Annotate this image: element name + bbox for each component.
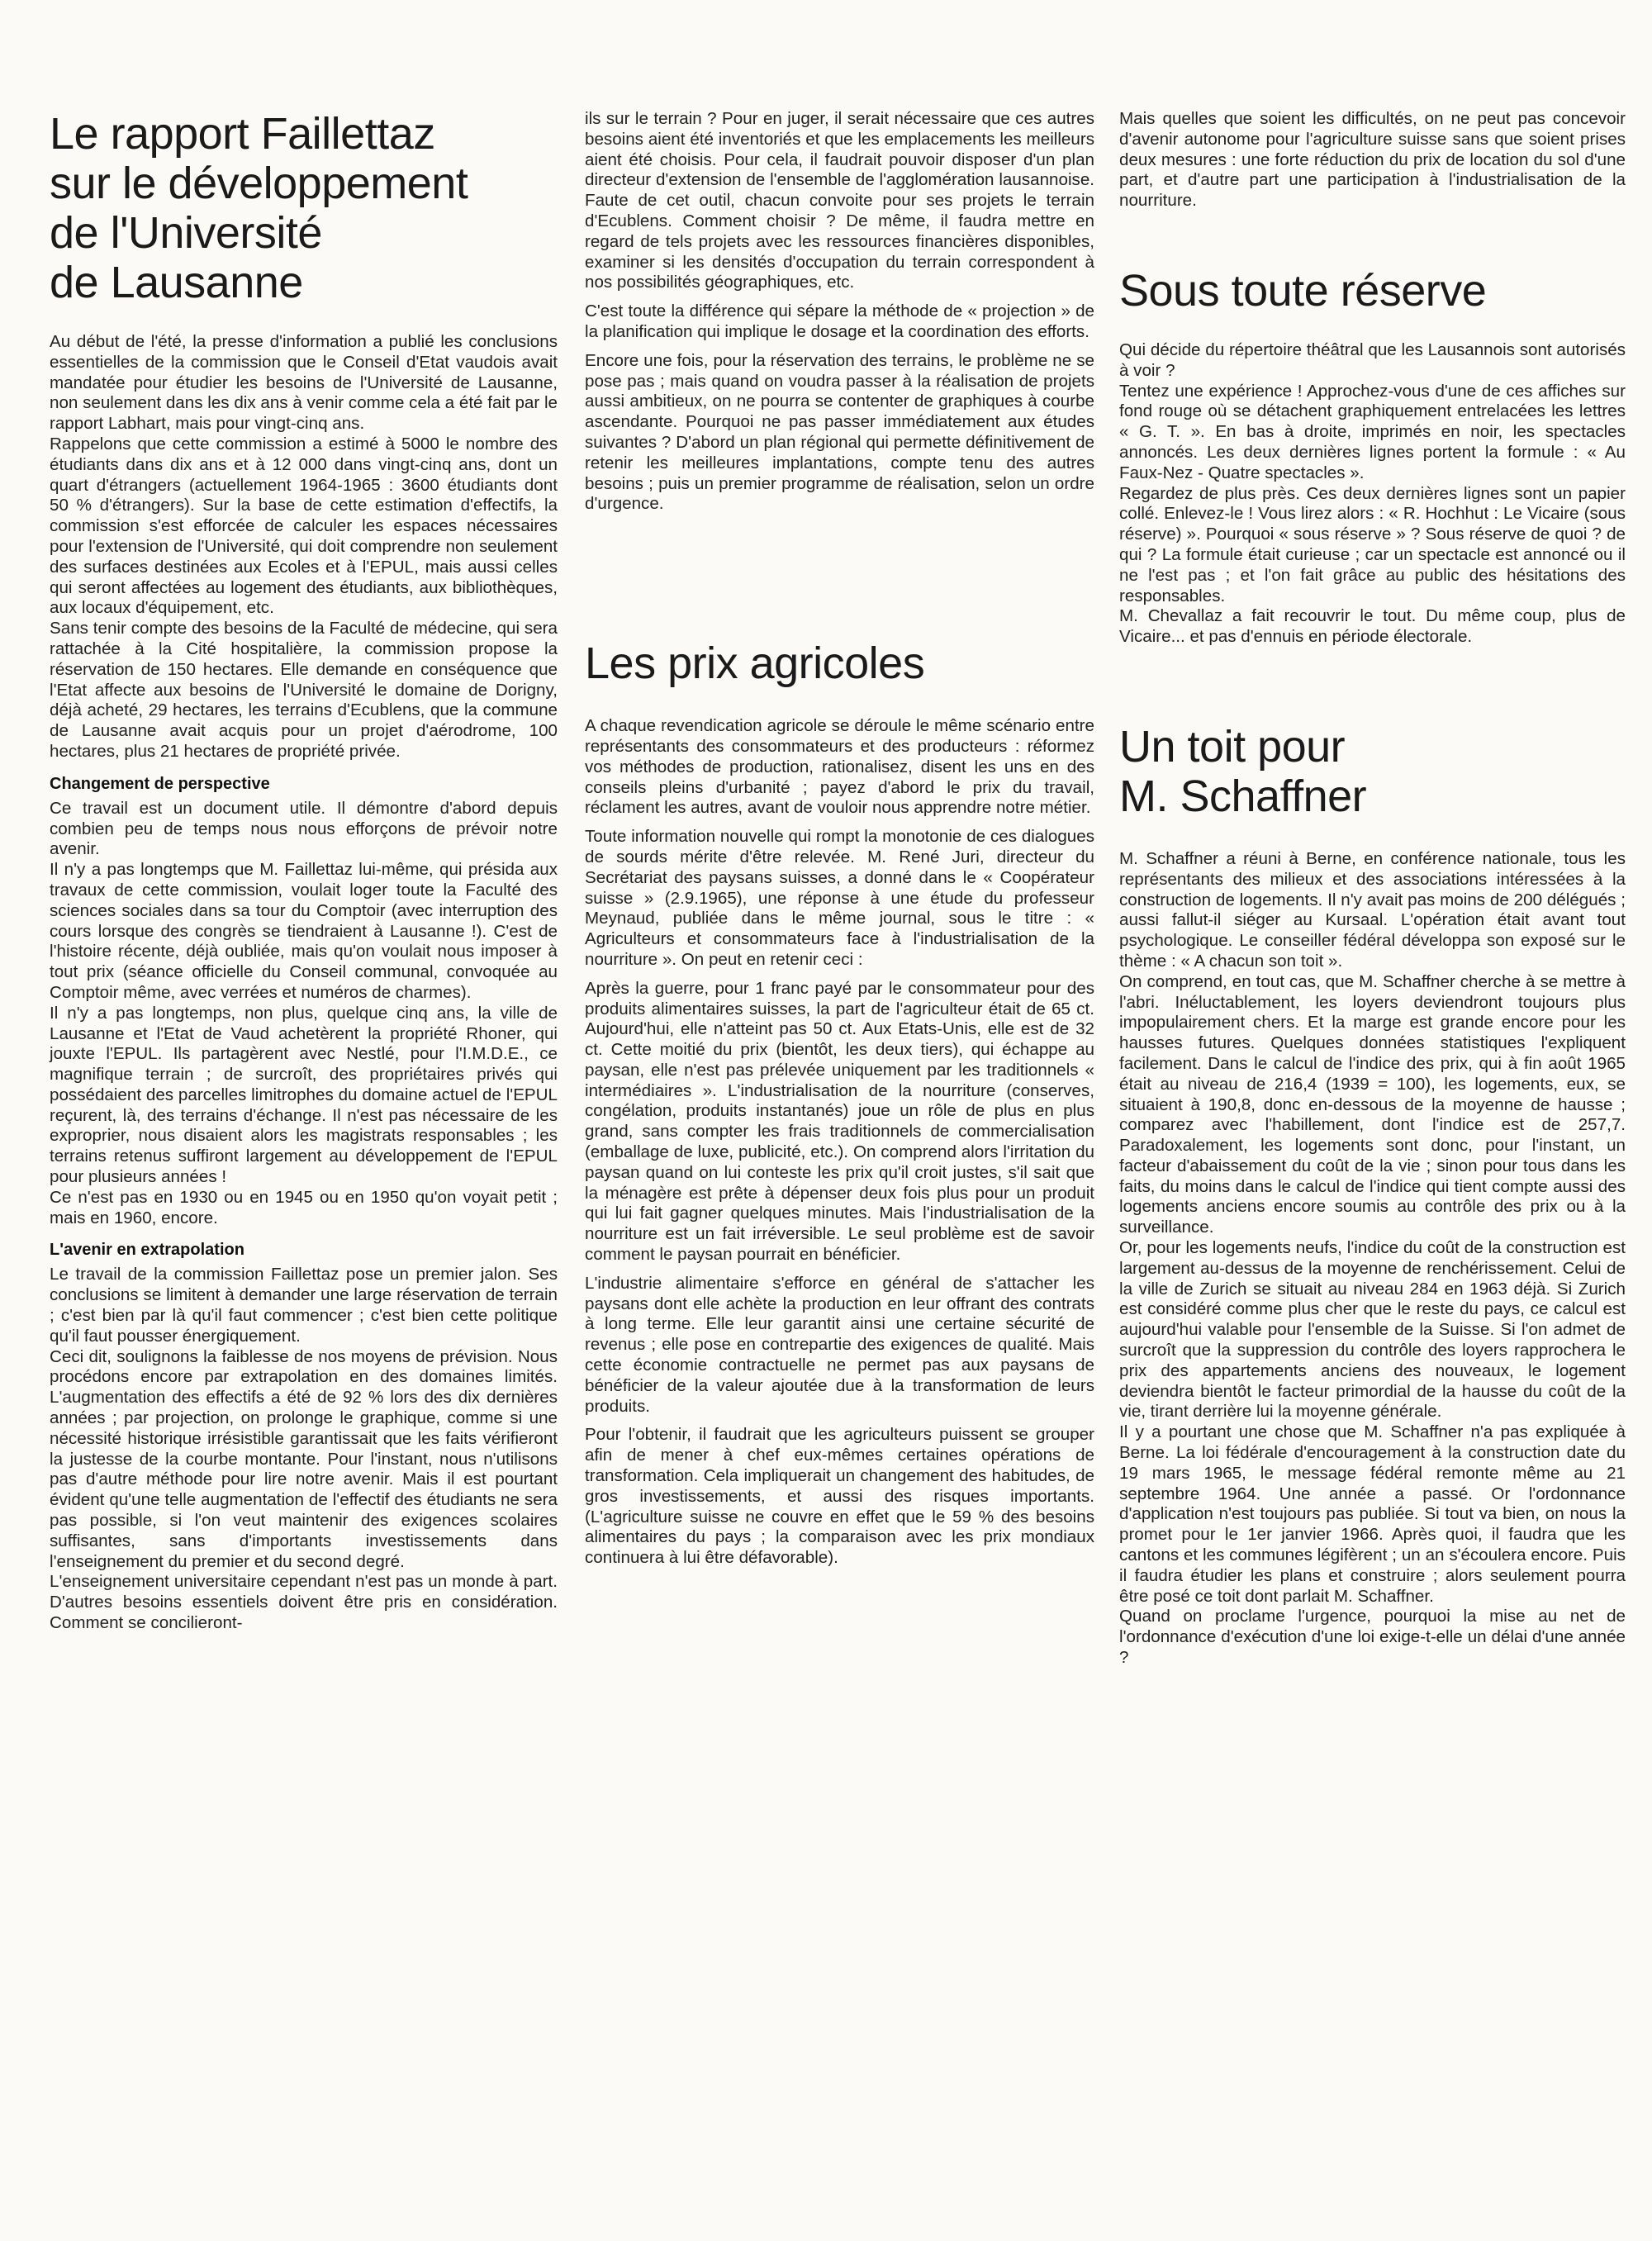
- column-1: [50, 109, 558, 1634]
- paragraph: Le travail de la commission Faillettaz pose un premier jalon. Ses conclusions se limitent à demander une large réservation de terrain ; c'est bien par là qu'il faut commencer ; c'est bien cette politique qu'il faut pousser énergiquement.: [50, 1265, 558, 1346]
- paragraph: Il y a pourtant une chose que M. Schaffner n'a pas expliquée à Berne. La loi fédérale d'encouragement à la construction date du 19 mars 1965, le message fédéral remonte même au 21 septembre 1964. Une année a passé. Or l'ordonnance d'application n'est toujours pas publiée. Si tout va bien, on nous la promet pour le 1er janvier 1966. Après quoi, il faudra que les cantons et les communes légifèrent ; un an s'écoulera encore. Puis il faudra étudier les plans et construire ; alors seulement pourra être posé ce toit dont parlait M. Schaffner.: [1119, 1422, 1626, 1606]
- paragraph: Quand on proclame l'urgence, pourquoi la mise au net de l'ordonnance d'exécution d'une loi exige-t-elle un délai d'une année ?: [1119, 1607, 1626, 1668]
- article-body-un-toit: [1119, 849, 1626, 1669]
- paragraph: Mais quelles que soient les difficultés, on ne peut pas concevoir d'avenir autonome pour l'agriculture suisse sans que soient prises deux mesures : une forte réduction du prix de location du sol d'une part, et d'autre part une participation à l'industrialisation de la nourriture.: [1119, 109, 1626, 211]
- subheading-changement: Changement de perspective: [50, 774, 270, 793]
- subheading-avenir: L'avenir en extrapolation: [50, 1241, 244, 1260]
- paragraph: Rappelons que cette commission a estimé à 5000 le nombre des étudiants dans dix ans et à 12 000 dans vingt-cinq ans, dont un quart d'étrangers (actuellement 1964-1965 : 3600 étudiants dont 50 % d'étrangers). Sur la base de cette estimation d'effectifs, la commission s'est efforcée de calculer les espaces nécessaires pour l'extension de l'Université, qui doit comprendre non seulement des surfaces destinées aux Ecoles et à l'EPUL, mais aussi celles qui seront affectées au logement des étudiants, aux bibliothèques, aux locaux d'équipement, etc.: [50, 434, 558, 618]
- paragraph: Ceci dit, soulignons la faiblesse de nos moyens de prévision. Nous procédons encore par extrapolation en des domaines limités. L'augmentation des effectifs a été de 92 % lors des dix dernières années ; par projection, on prolonge le graphique, comme si une nécessité historique irrésistible garantissait que les faits vérifieront la justesse de la courbe montante. Pour l'instant, nous n'utilisons pas d'autre méthode pour lire notre avenir. Mais il est pourtant évident qu'une telle augmentation de l'effectif des étudiants ne sera pas possible, si l'on veut maintenir des exigences scolaires suffisantes, sans d'importants investissements dans l'enseignement du premier et du second degré.: [50, 1346, 558, 1571]
- article-title-prix-agricoles: Les prix agricoles: [585, 639, 925, 689]
- paragraph: Après la guerre, pour 1 franc payé par le consommateur pour des produits alimentaires suisses, la part de l'agriculteur était de 65 ct. Aujourd'hui, elle n'atteint pas 50 ct. Aux Etats-Unis, elle est de 32 ct. Cette moitié du prix (bientôt, les deux tiers), qui échappe au paysan, elle n'est pas prélevée uniquement par les traditionnels « intermédiaires ». L'industrialisation de la nourriture (conserves, congélation, produits instantanés) joue un rôle de plus en plus grand, sans compter les frais traditionnels de commercialisation (emballage de luxe, publicité, etc.). On comprend alors l'irritation du paysan quand on lui conteste les prix qu'il croit justes, s'il sait que la ménagère est prête à dépenser deux fois plus pour un produit qui lui fait gagner quelques minutes. Mais l'industrialisation de la nourriture est un fait irréversible. Le seul problème est de savoir comment le paysan pourrait en bénéficier.: [585, 978, 1094, 1265]
- column-2: [585, 109, 1094, 1569]
- paragraph: Sans tenir compte des besoins de la Faculté de médecine, qui sera rattachée à la Cité hospitalière, la commission propose la réservation de 150 hectares. Elle demande en conséquence que l'Etat affecte aux besoins de l'Université le domaine de Dorigny, déjà acheté, 29 hectares, les terrains d'Ecublens, que la commune de Lausanne avait acquis pour un projet d'aérodrome, 100 hectares, plus 21 hectares de propriété privée.: [50, 619, 558, 761]
- article-title-faillettaz: Le rapport Faillettaz sur le développement de l'Université de Lausanne: [50, 109, 468, 307]
- paragraph: Encore une fois, pour la réservation des terrains, le problème ne se pose pas ; mais quand on voudra passer à la réalisation de projets aussi ambitieux, on ne pourra se contenter de graphiques à courbe ascendante. Pourquoi ne pas passer immédiatement aux études suivantes ? D'abord un plan régional qui permette définitivement de retenir les meilleures implantations, compte tenu des autres besoins ; puis un premier programme de réalisation, selon un ordre d'urgence.: [585, 350, 1094, 514]
- paragraph: Pour l'obtenir, il faudrait que les agriculteurs puissent se grouper afin de mener à chef eux-mêmes certaines opérations de transformation. Cela impliquerait un changement des habitudes, de gros investissements, et aussi des risques importants. (L'agriculture suisse ne couvre en effet que le 59 % des besoins alimentaires du pays ; la comparaison avec les prix mondiaux continuera à lui être défavorable).: [585, 1425, 1094, 1568]
- paragraph: On comprend, en tout cas, que M. Schaffner cherche à se mettre à l'abri. Inéluctablement, les loyers deviendront toujours plus impopulairement chers. Et la marge est grande encore pour les hausses futures. Quelques données statistiques l'expliquent facilement. Dans le calcul de l'indice des prix, qui à fin août 1965 était au niveau de 216,4 (1939 = 100), les logements, eux, se situaient à 190,8, donc en-dessous de la moyenne de hausse ; comparez avec l'habillement, dont l'indice est de 257,7. Paradoxalement, les logements sont donc, pour l'instant, un facteur d'abaissement du coût de la vie ; sinon pour tous dans les faits, du moins dans le calcul de l'indice qui tient compte aussi des logements anciens encore soumis au contrôle des prix ou à la surveillance.: [1119, 971, 1626, 1237]
- paragraph: M. Chevallaz a fait recouvrir le tout. Du même coup, plus de Vicaire... et pas d'ennuis en période électorale.: [1119, 606, 1626, 647]
- paragraph: ils sur le terrain ? Pour en juger, il serait nécessaire que ces autres besoins aient été inventoriés et que les emplacements les meilleurs aient été choisis. Pour cela, il faudrait pouvoir disposer d'un plan directeur d'extension de l'ensemble de l'agglomération lausannoise. Faute de cet outil, chacun convoite pour ses projets le terrain d'Ecublens. Comment choisir ? De même, il faudra mettre en regard de tels projets avec les ressources financières disponibles, examiner si les densités d'occupation du terrain correspondent à nos possibilités géographiques, etc.: [585, 109, 1094, 292]
- article-body-prix-agricoles: [585, 716, 1094, 1569]
- paragraph: Or, pour les logements neufs, l'indice du coût de la construction est largement au-dessus de la moyenne de renchérissement. Celui de la ville de Zurich se situait au niveau 284 en 1963 déjà. Si Zurich est considéré comme plus cher que le reste du pays, ce calcul est aujourd'hui valable pour l'ensemble de la Suisse. Si l'on admet de surcroît que la suppression du contrôle des loyers rapprochera le prix des appartements anciens des nouveaux, le logement deviendra bientôt le facteur primordial de la hausse du coût de la vie, tirant derrière lui la moyenne générale.: [1119, 1238, 1626, 1422]
- paragraph: M. Schaffner a réuni à Berne, en conférence nationale, tous les représentants des milieux et des associations intéressées à la construction de logements. Il n'y avait pas moins de 200 délégués ; aussi fallut-il siéger au Kursaal. L'opération était avant tout psychologique. Le conseiller fédéral développa son exposé sur le thème : « A chacun son toit ».: [1119, 848, 1626, 971]
- paragraph: Tentez une expérience ! Approchez-vous d'une de ces affiches sur fond rouge où se détachent graphiquement entrelacées les lettres « G. T. ». En bas à droite, imprimés en noir, les spectacles annoncés. Les deux dernières lignes portent la formule : « Au Faux-Nez - Quatre spectacles ».: [1119, 381, 1626, 482]
- paragraph: L'industrie alimentaire s'efforce en général de s'attacher les paysans dont elle achète la production en leur offrant des contrats à long terme. Elle leur garantit ainsi une certaine sécurité de revenus ; elle pose en contrepartie des exigences de qualité. Mais cette économie contractuelle ne permet pas aux paysans de bénéficier de la valeur ajoutée due à la transformation de leurs produits.: [585, 1273, 1094, 1416]
- paragraph: Ce n'est pas en 1930 ou en 1945 ou en 1950 qu'on voyait petit ; mais en 1960, encore.: [50, 1187, 558, 1227]
- article-title-sous-toute-reserve: Sous toute réserve: [1119, 265, 1487, 316]
- paragraph: Ce travail est un document utile. Il démontre d'abord depuis combien peu de temps nous nous efforçons de prévoir notre avenir.: [50, 798, 558, 859]
- paragraph: Au début de l'été, la presse d'information a publié les conclusions essentielles de la commission que le Conseil d'Etat vaudois avait mandatée pour étudier les besoins de l'Université de Lausanne, non seulement dans les dix ans à venir comme cela a été fait par le rapport Labhart, mais pour vingt-cinq ans.: [50, 332, 558, 434]
- article-body-prix-agricoles-continued: [1119, 109, 1626, 211]
- column-3: [1119, 109, 1626, 1669]
- paragraph: Qui décide du répertoire théâtral que les Lausannois sont autorisés à voir ?: [1119, 339, 1626, 380]
- article-body-faillettaz: [50, 332, 558, 1634]
- paragraph: Il n'y a pas longtemps, non plus, quelque cinq ans, la ville de Lausanne et l'Etat de Vaud achetèrent la propriété Rhoner, qui jouxte l'EPUL. Ils partagèrent avec Nestlé, pour l'I.M.D.E., ce magnifique terrain ; de surcroît, des propriétaires privés qui possédaient des parcelles limitrophes du domaine actuel de l'EPUL reçurent, là, des terrains d'échange. Il n'est pas nécessaire de les exproprier, nous disaient alors les magistrats responsables ; les terrains retenus suffiront largement au développement de l'EPUL pour plusieurs années !: [50, 1003, 558, 1187]
- paragraph: Regardez de plus près. Ces deux dernières lignes sont un papier collé. Enlevez-le ! Vous lirez alors : « R. Hochhut : Le Vicaire (sous réserve) ». Pourquoi « sous réserve » ? Sous réserve de quoi ? de qui ? La formule était curieuse ; car un spectacle est annoncé ou il ne l'est pas ; et l'on fait grâce au public des hésitations des responsables.: [1119, 483, 1626, 605]
- article-title-un-toit: Un toit pour M. Schaffner: [1119, 721, 1367, 821]
- article-body-sous-toute-reserve: [1119, 340, 1626, 648]
- paragraph: Il n'y a pas longtemps que M. Faillettaz lui-même, qui présida aux travaux de cette commission, voulait loger toute la Faculté des sciences sociales dans sa tour du Comptoir (avec interruption des cours lorsque des congrès se tiendraient à Lausanne !). C'est de l'histoire récente, déjà oubliée, mais qu'on voulait nous imposer à tout prix (séance officielle du Conseil communal, convoquée au Comptoir même, avec verrées et numéros de charmes).: [50, 860, 558, 1002]
- paragraph: C'est toute la différence qui sépare la méthode de « projection » de la planification qui implique le dosage et la coordination des efforts.: [585, 301, 1094, 341]
- paragraph: Toute information nouvelle qui rompt la monotonie de ces dialogues de sourds mérite d'être relevée. M. René Juri, directeur du Secrétariat des paysans suisses, a donné dans le « Coopérateur suisse » (2.9.1965), une réponse à une étude du professeur Meynaud, publiée dans le même journal, sous le titre : « Agriculteurs et consommateurs face à l'industrialisation de la nourriture ». On peut en retenir ceci :: [585, 827, 1094, 969]
- article-body-faillettaz-continued: [585, 109, 1094, 515]
- paragraph: L'enseignement universitaire cependant n'est pas un monde à part. D'autres besoins essentiels doivent être pris en considération. Comment se concilieront-: [50, 1572, 558, 1633]
- paragraph: A chaque revendication agricole se déroule le même scénario entre représentants des consommateurs et des producteurs : réformez vos méthodes de production, rationalisez, disent les uns en des conseils pleins d'urbanité ; payez d'abord le prix du travail, réclament les autres, avant de vouloir nous apprendre notre métier.: [585, 716, 1094, 818]
